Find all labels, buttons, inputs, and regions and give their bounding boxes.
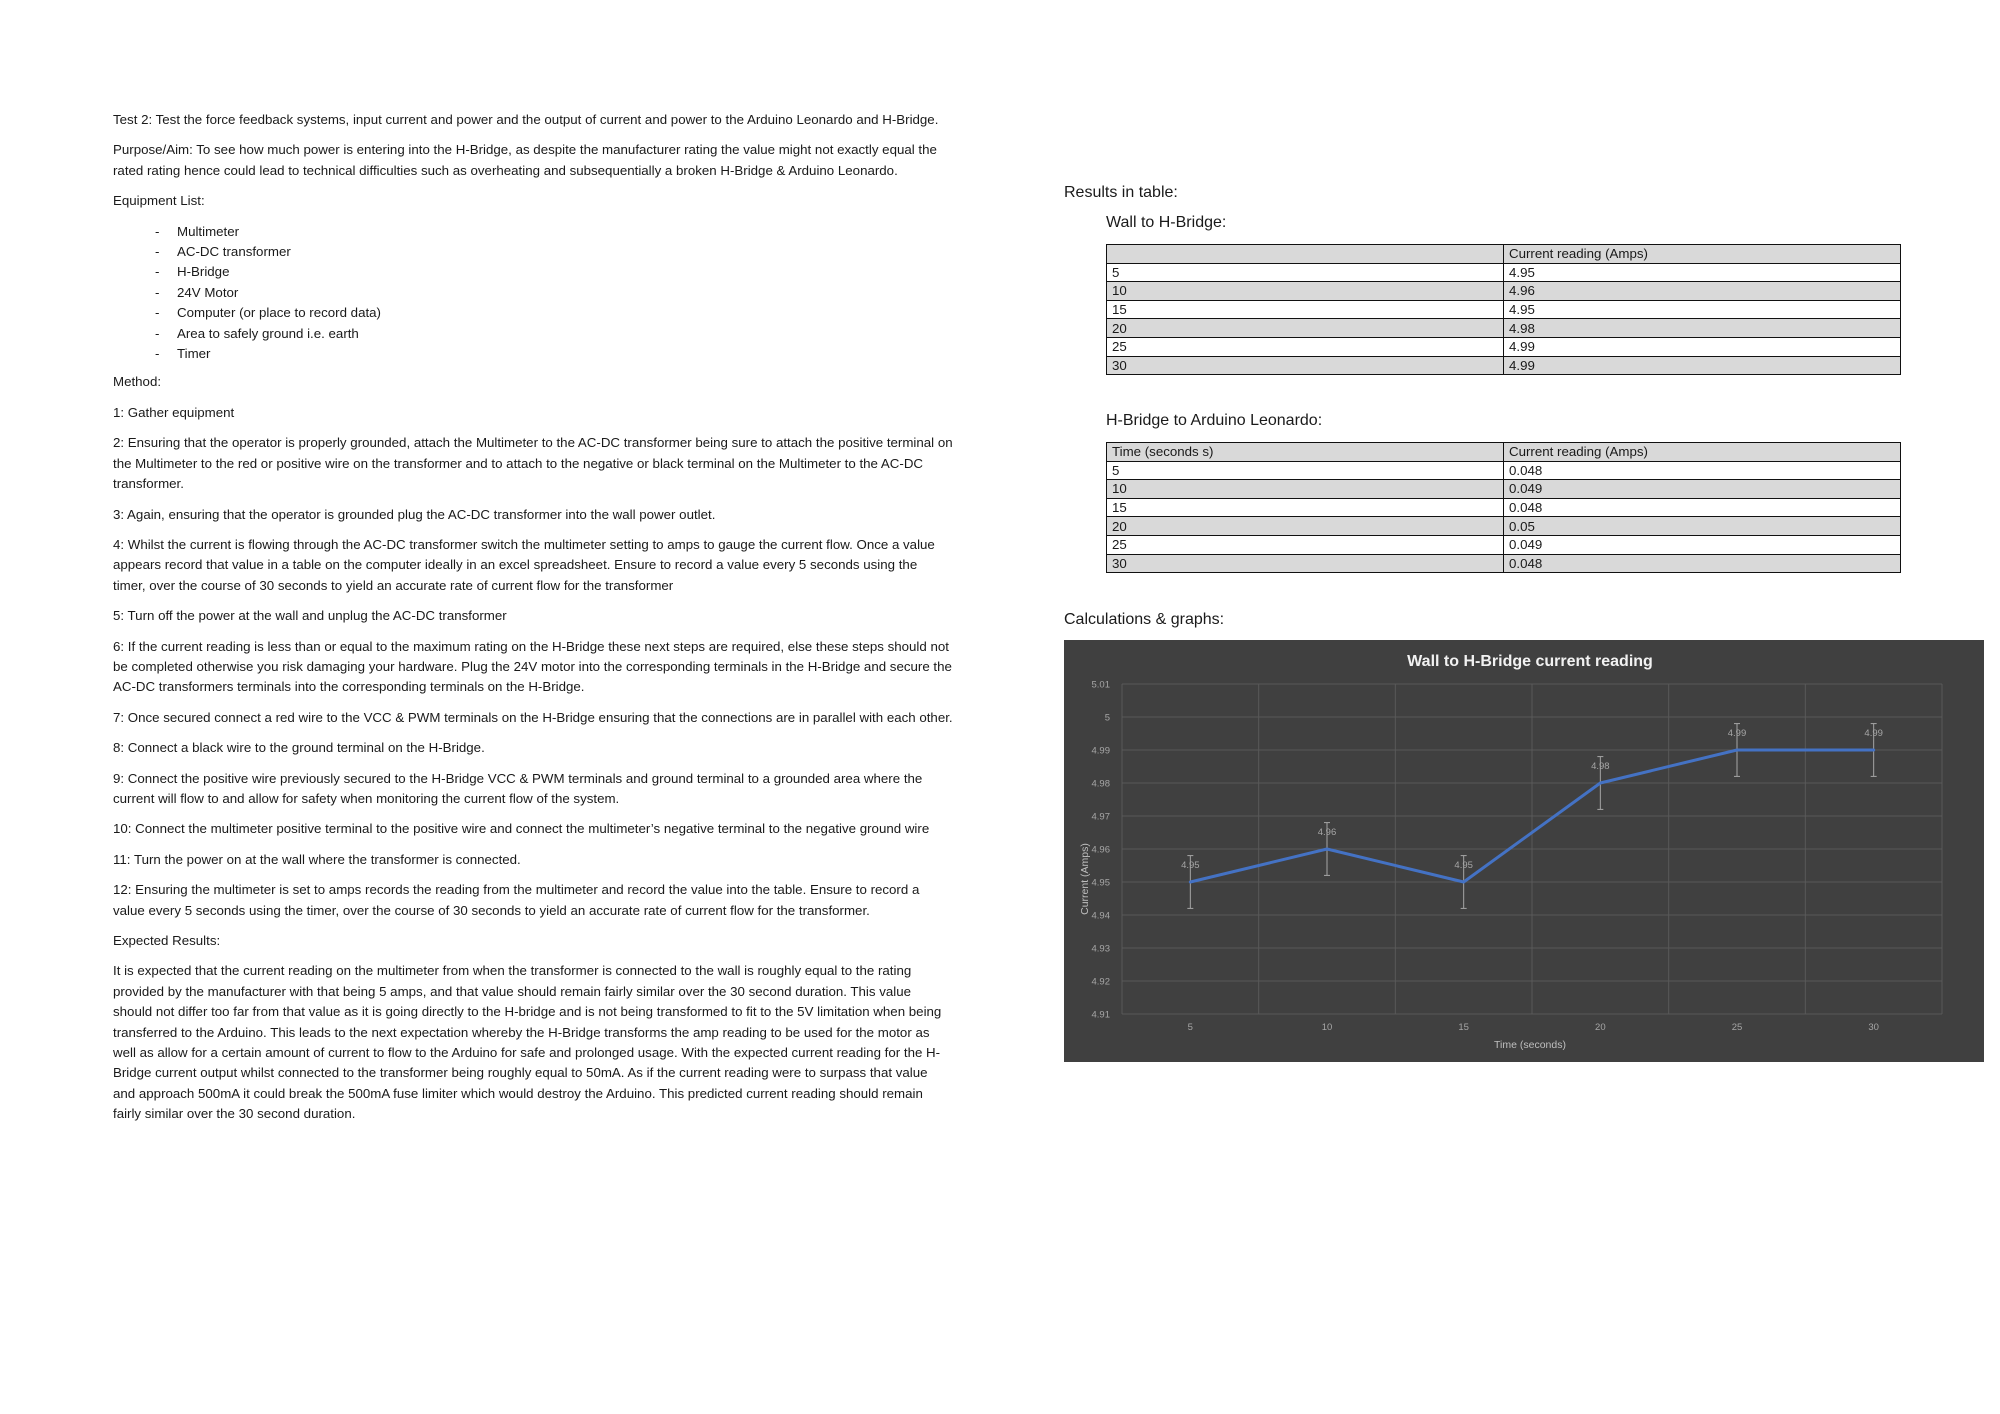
table-cell: 25 bbox=[1107, 337, 1504, 356]
x-tick-labels bbox=[1188, 1022, 1879, 1033]
table-row bbox=[1107, 498, 1901, 517]
equipment-heading: Equipment List: bbox=[113, 193, 205, 209]
data-label: 4.99 bbox=[1727, 728, 1747, 739]
y-tick-label: 4.93 bbox=[1091, 943, 1110, 955]
wall-to-hbridge-table bbox=[1106, 244, 1901, 375]
table-cell: 4.98 bbox=[1504, 319, 1901, 338]
table-cell: 10 bbox=[1107, 282, 1504, 301]
y-tick-label: 4.99 bbox=[1091, 745, 1110, 757]
method-step: 2: Ensuring that the operator is properly grounded, attach the Multimeter to the AC-DC transformer being sure to attach the positive terminal on the Multimeter to the red or positive wire on the transformer and to attach to the negative or black terminal on the Multimeter to the AC-DC transformer. bbox=[113, 435, 953, 492]
table-cell: 30 bbox=[1107, 356, 1504, 375]
data-label: 4.99 bbox=[1864, 728, 1883, 739]
table1-title: Wall to H-Bridge: bbox=[1106, 214, 1227, 231]
data-label: 4.95 bbox=[1454, 860, 1473, 871]
method-step: 4: Whilst the current is flowing through the AC-DC transformer switch the multimeter setting to amps to gauge the current flow. Once a value appears record that value in a table on the computer ideally in an excel spreadsheet. Ensure to record a value every 5 seconds using the timer, over the course of 30 seconds to yield an accurate rate of current flow for the transformer bbox=[113, 536, 935, 593]
table-row bbox=[1107, 480, 1901, 499]
table-cell: 4.96 bbox=[1504, 282, 1901, 301]
equipment-item: - Timer bbox=[155, 344, 953, 364]
table-header-cell bbox=[1107, 245, 1504, 264]
y-tick-label: 4.91 bbox=[1091, 1009, 1110, 1021]
table-row bbox=[1107, 535, 1901, 554]
test-paragraph bbox=[113, 110, 953, 130]
table-cell: 4.95 bbox=[1504, 300, 1901, 319]
table-row bbox=[1107, 461, 1901, 480]
y-tick-label: 4.96 bbox=[1091, 844, 1110, 856]
equipment-item: - 24V Motor bbox=[155, 283, 953, 303]
current-line-chart bbox=[1064, 640, 1984, 1062]
x-tick-label: 25 bbox=[1731, 1022, 1743, 1033]
equipment-item: - AC-DC transformer bbox=[155, 242, 953, 262]
purpose-label: Purpose/Aim: bbox=[113, 142, 193, 158]
table-row bbox=[1107, 263, 1901, 282]
x-tick-label: 20 bbox=[1595, 1022, 1606, 1033]
method-heading: Method: bbox=[113, 374, 162, 390]
table-row bbox=[1107, 282, 1901, 301]
table-cell: 0.049 bbox=[1504, 480, 1901, 499]
x-tick-label: 30 bbox=[1868, 1022, 1879, 1033]
y-tick-label: 5.01 bbox=[1091, 679, 1110, 691]
table-header-cell: Time (seconds s) bbox=[1107, 443, 1504, 462]
table-cell: 5 bbox=[1107, 461, 1504, 480]
y-tick-labels bbox=[1092, 680, 1111, 1021]
equipment-item: - Area to safely ground i.e. earth bbox=[155, 324, 953, 344]
data-label: 4.95 bbox=[1181, 860, 1200, 871]
table-header-row bbox=[1107, 443, 1901, 462]
y-tick-label: 4.94 bbox=[1091, 910, 1110, 922]
method-step: 12: Ensuring the multimeter is set to amps records the reading from the multimeter and record the value into the table. Ensure to record a value every 5 seconds using the timer, over the course of 30 seconds to yield an accurate rate of current flow for the transformer. bbox=[113, 882, 920, 918]
method-step: 1: Gather equipment bbox=[113, 404, 235, 420]
y-tick-label: 4.92 bbox=[1091, 976, 1110, 988]
x-axis-label: Time (seconds) bbox=[1494, 1039, 1566, 1051]
method-step: 9: Connect the positive wire previously secured to the H-Bridge VCC & PWM terminals and ground terminal to a grounded area where the current will flow to and allow for safety when monitoring the current flow of the system. bbox=[113, 770, 923, 806]
table-header-cell: Current reading (Amps) bbox=[1504, 245, 1901, 264]
results-heading: Results in table: bbox=[1064, 184, 1178, 201]
data-label: 4.96 bbox=[1317, 827, 1337, 838]
x-tick-label: 5 bbox=[1187, 1022, 1193, 1033]
table-cell: 0.049 bbox=[1504, 535, 1901, 554]
y-tick-label: 4.95 bbox=[1091, 877, 1110, 889]
table-cell: 20 bbox=[1107, 319, 1504, 338]
hbridge-to-arduino-table bbox=[1106, 442, 1901, 573]
y-tick-label: 5 bbox=[1104, 712, 1110, 724]
table-cell: 15 bbox=[1107, 498, 1504, 517]
y-tick-label: 4.98 bbox=[1091, 778, 1110, 790]
table2-title: H-Bridge to Arduino Leonardo: bbox=[1106, 412, 1323, 429]
table-cell: 0.048 bbox=[1504, 461, 1901, 480]
table-header-cell: Current reading (Amps) bbox=[1504, 443, 1901, 462]
method-step: 5: Turn off the power at the wall and unplug the AC-DC transformer bbox=[113, 608, 507, 624]
equipment-item: - Computer (or place to record data) bbox=[155, 303, 953, 323]
equipment-list bbox=[113, 222, 953, 365]
method-step: 7: Once secured connect a red wire to the VCC & PWM terminals on the H-Bridge ensuring that the connections are in parallel with each other. bbox=[113, 709, 953, 725]
table-row bbox=[1107, 517, 1901, 536]
calc-heading: Calculations & graphs: bbox=[1064, 611, 1225, 628]
expected-heading: Expected Results: bbox=[113, 933, 221, 948]
chart-title: Wall to H-Bridge current reading bbox=[1407, 653, 1653, 670]
equipment-item: - Multimeter bbox=[155, 222, 953, 242]
data-label: 4.98 bbox=[1591, 761, 1610, 772]
y-tick-label: 4.97 bbox=[1091, 811, 1110, 823]
table-cell: 10 bbox=[1107, 480, 1504, 499]
table-cell: 4.99 bbox=[1504, 337, 1901, 356]
table-cell: 25 bbox=[1107, 535, 1504, 554]
table-row bbox=[1107, 300, 1901, 319]
purpose-text: To see how much power is entering into the H-Bridge, as despite the manufacturer rating the value might not exactly equal the rated rating hence could lead to technical difficulties such as overheating and subsequentially a broken H-Bridge & Arduino Leonardo. bbox=[113, 142, 937, 178]
procedure-column bbox=[113, 110, 953, 1135]
test-label: Test 2: bbox=[113, 112, 153, 127]
table-cell: 30 bbox=[1107, 554, 1504, 573]
y-axis-label: Current (Amps) bbox=[1079, 843, 1091, 915]
table-cell: 15 bbox=[1107, 300, 1504, 319]
table-cell: 0.048 bbox=[1504, 554, 1901, 573]
table-header-row bbox=[1107, 245, 1901, 264]
table-row bbox=[1107, 337, 1901, 356]
expected-text: It is expected that the current reading on the multimeter from when the transformer is connected to the wall is roughly equal to the rating provided by the manufacturer with that being 5 amps, and that value should remain fairly similar over the 30 second duration. This value should not differ too far from that value as it is going directly to the H-bridge and is not being transformed to fit to the 5V limitation when being transferred to the Arduino. This leads to the next expectation whereby the H-Bridge transforms the amp reading to be used for the motor as well as allow for a certain amount of current to flow to the Arduino for safe and prolonged usage. With the expected current reading for the H-Bridge current output whilst connected to the transformer being roughly equal to 50mA. As if the current reading were to surpass that value and approach 500mA it could break the 500mA fuse limiter which would destroy the Arduino. This predicted current reading should remain fairly similar over the 30 second duration. bbox=[113, 963, 942, 1122]
method-step: 6: If the current reading is less than or equal to the maximum rating on the H-Bridge these next steps are required, else these steps should not be completed otherwise you risk damaging your hardware. Plug the 24V motor into the corresponding terminals in the H-Bridge and secure the AC-DC transformers terminals into the corresponding terminals on the H-Bridge. bbox=[113, 638, 952, 695]
table-cell: 20 bbox=[1107, 517, 1504, 536]
test-text: Test the force feedback systems, input current and power and the output of current and power to the Arduino Leonardo and H-Bridge. bbox=[152, 112, 939, 127]
method-step: 11: Turn the power on at the wall where the transformer is connected. bbox=[113, 851, 521, 867]
table-row bbox=[1107, 554, 1901, 573]
chart-svg bbox=[1064, 640, 1984, 1062]
x-tick-label: 10 bbox=[1321, 1022, 1333, 1033]
purpose-paragraph bbox=[113, 140, 953, 181]
x-tick-label: 15 bbox=[1458, 1022, 1469, 1033]
table-row bbox=[1107, 356, 1901, 375]
method-step: 3: Again, ensuring that the operator is grounded plug the AC-DC transformer into the wall power outlet. bbox=[113, 506, 716, 522]
table-cell: 0.05 bbox=[1504, 517, 1901, 536]
table-cell: 4.99 bbox=[1504, 356, 1901, 375]
grid-lines bbox=[1122, 684, 1942, 1014]
table-row bbox=[1107, 319, 1901, 338]
method-step: 8: Connect a black wire to the ground terminal on the H-Bridge. bbox=[113, 740, 485, 756]
method-step: 10: Connect the multimeter positive terminal to the positive wire and connect the multimeter’s negative terminal to the negative ground wire bbox=[113, 821, 930, 837]
table-cell: 0.048 bbox=[1504, 498, 1901, 517]
table-cell: 5 bbox=[1107, 263, 1504, 282]
table-cell: 4.95 bbox=[1504, 263, 1901, 282]
equipment-item: - H-Bridge bbox=[155, 262, 953, 282]
